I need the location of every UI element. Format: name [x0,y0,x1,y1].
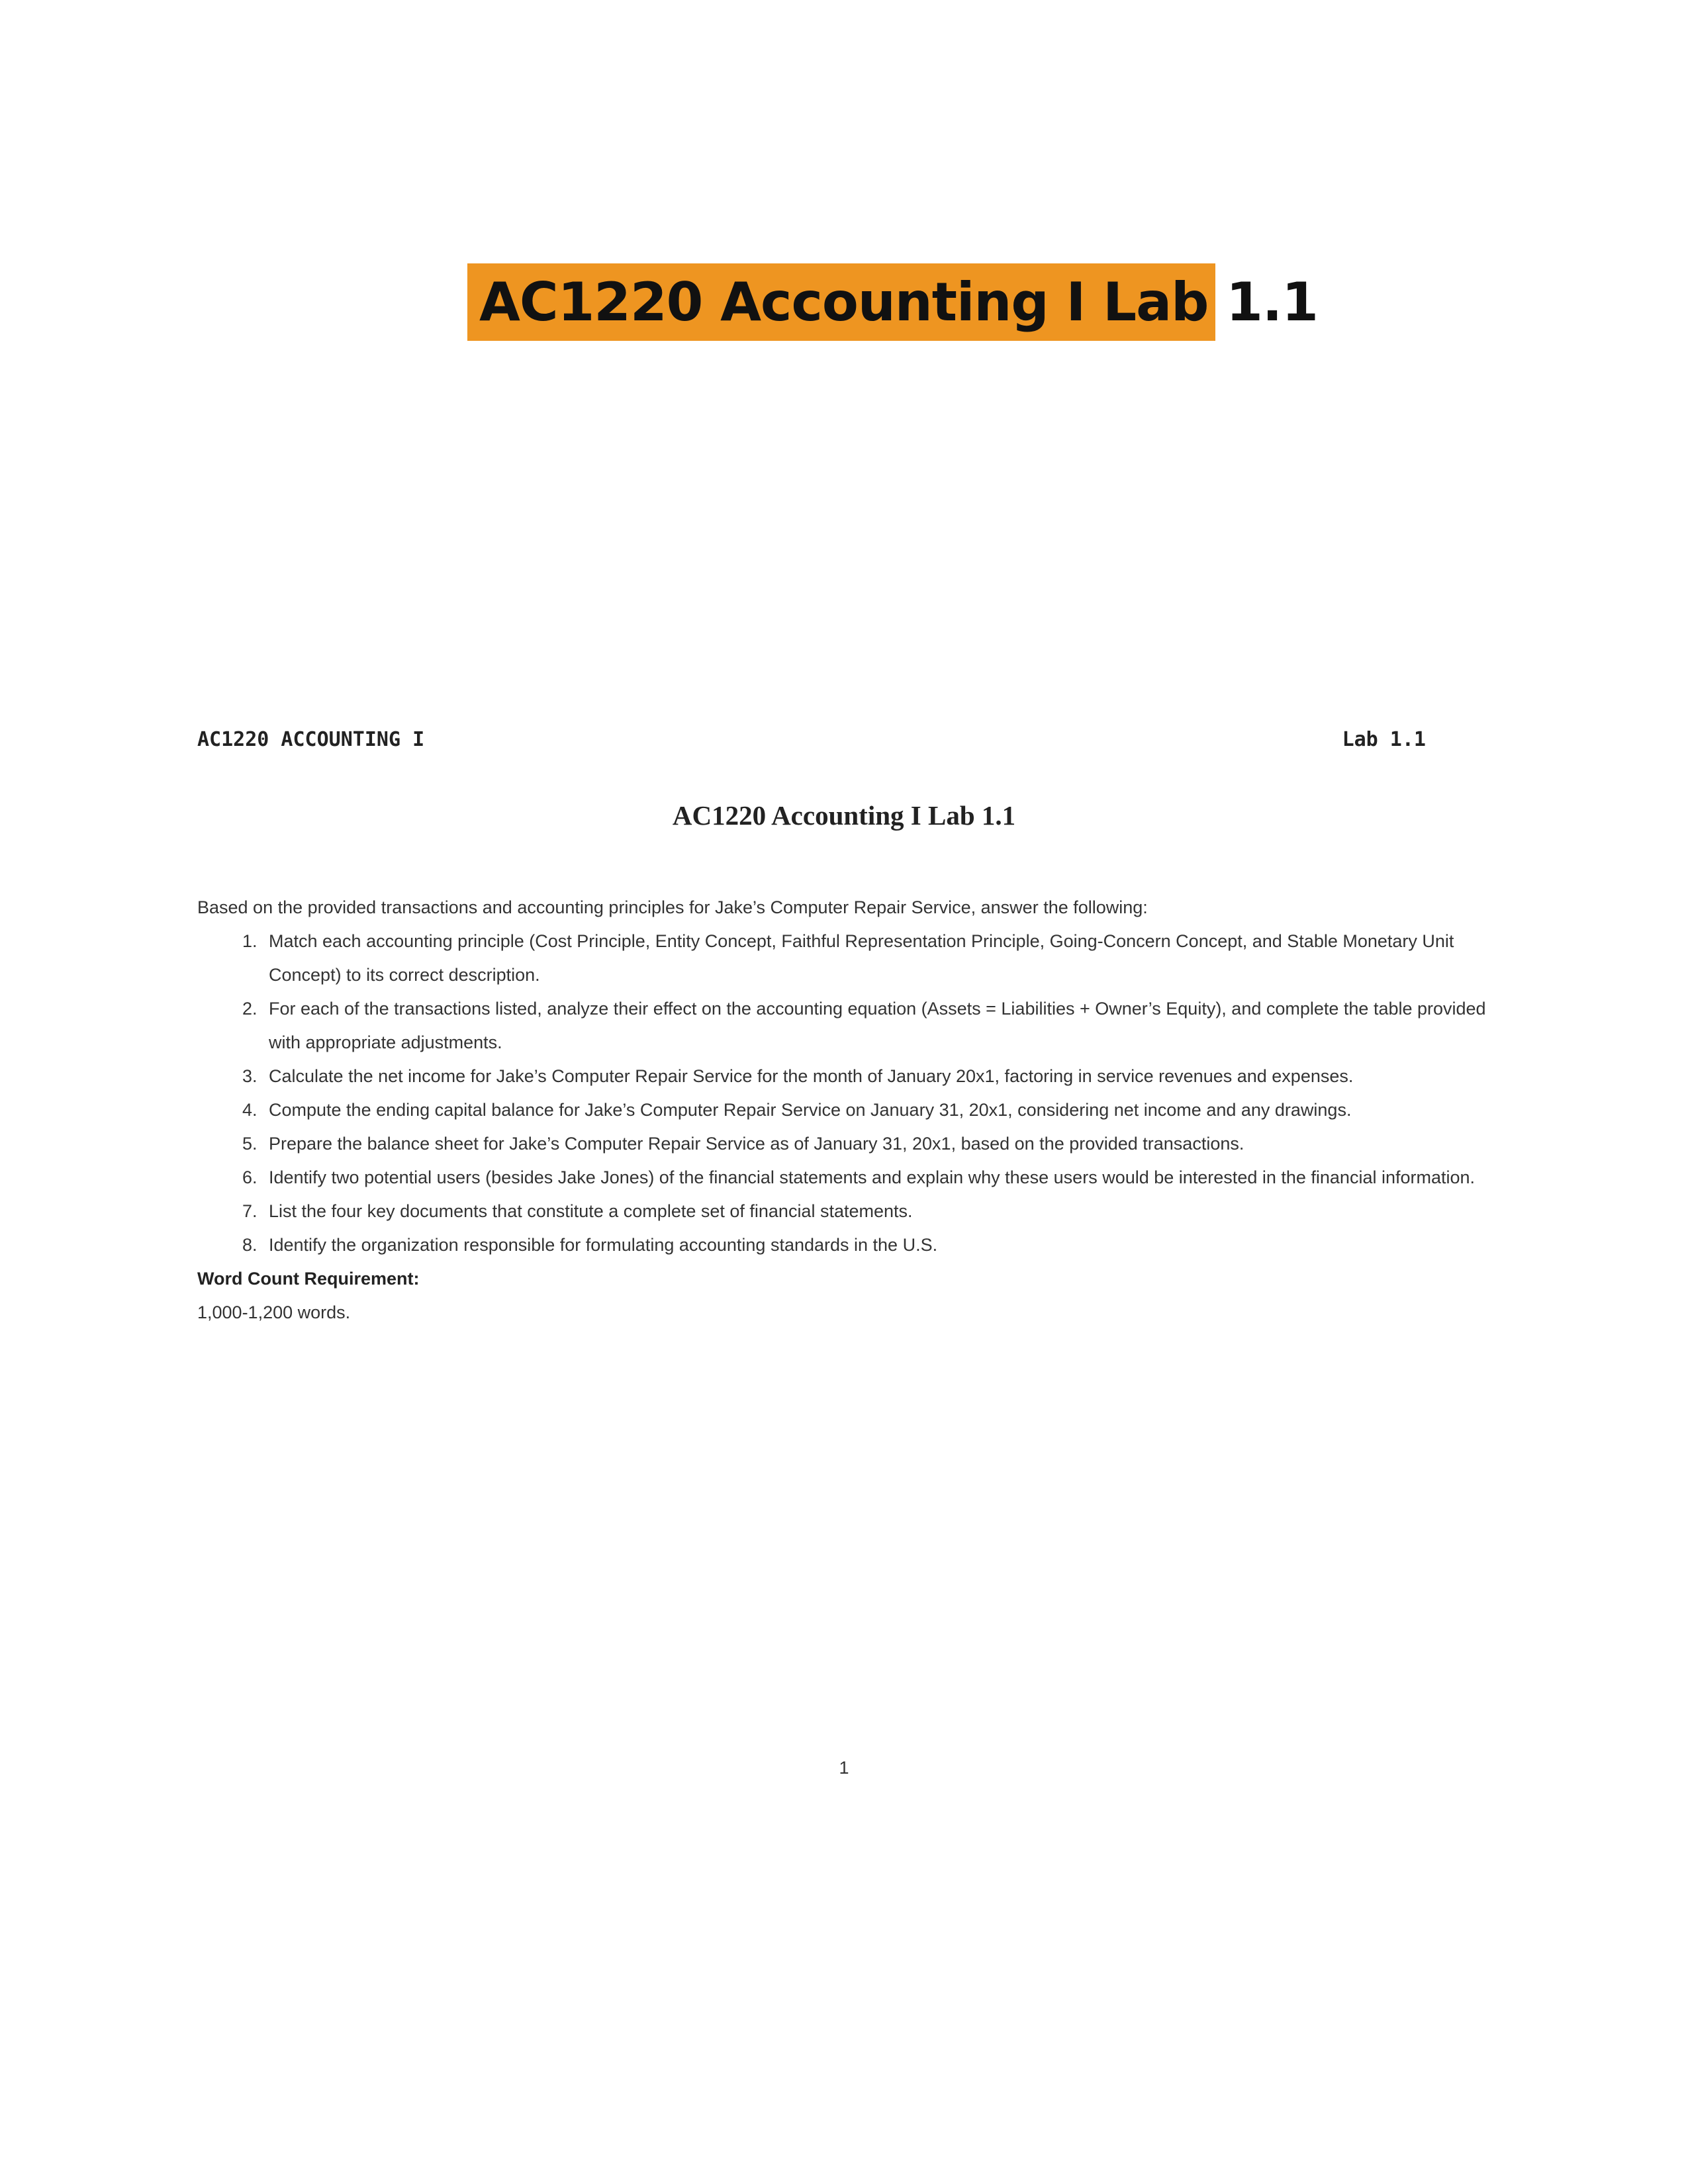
list-item-text: Identify the organization responsible for formulating accounting standards in the U.S. [269,1235,938,1255]
list-item [197,925,1495,992]
running-header-lab: Lab 1.1 [1342,728,1426,751]
intro-paragraph: Based on the provided transactions and accounting principles for Jake’s Computer Repair Service, answer the following: [197,897,1148,917]
list-item-text: List the four key documents that constitute a complete set of financial statements. [269,1201,913,1221]
list-item [197,1093,1495,1127]
document-title: AC1220 Accounting I Lab 1.1 [672,800,1016,831]
list-item-number: 3. [242,1066,258,1086]
list-item-number: 8. [242,1235,258,1255]
list-item-text: Prepare the balance sheet for Jake’s Computer Repair Service as of January 31, 20x1, based on the provided transactions. [269,1134,1244,1154]
word-count-value: 1,000-1,200 words. [197,1302,351,1322]
document-body [197,891,1495,1330]
list-item-text: Match each accounting principle (Cost Principle, Entity Concept, Faithful Representation Principle, Going-Concern Concept, and Stable Monetary Unit Concept) to its correct description. [269,931,1454,985]
list-item-text: Identify two potential users (besides Jake Jones) of the financial statements and explain why these users would be interested in the financial information. [269,1167,1476,1187]
list-item-text: For each of the transactions listed, analyze their effect on the accounting equation (Assets = Liabilities + Owner’s Equity), and complete the table provided with appropriate adjustments. [269,999,1486,1052]
banner-title: AC1220 Accounting I Lab 1.1 [479,271,1318,333]
list-item-text: Calculate the net income for Jake’s Computer Repair Service for the month of January 20x1, factoring in service revenues and expenses. [269,1066,1354,1086]
list-item [197,1127,1495,1161]
title-banner [467,263,1318,341]
word-count-label: Word Count Requirement: [197,1269,420,1289]
running-header [197,728,1426,751]
page-number: 1 [839,1758,849,1778]
list-item [197,1161,1495,1195]
running-header-course: AC1220 ACCOUNTING I [197,728,425,751]
list-item-number: 4. [242,1100,258,1120]
list-item-text: Compute the ending capital balance for Jake’s Computer Repair Service on January 31, 20x1, considering net income and any drawings. [269,1100,1352,1120]
list-item [197,992,1495,1060]
list-item-number: 5. [242,1134,258,1154]
list-item [197,1060,1495,1093]
list-item-number: 1. [242,931,258,951]
list-item-number: 6. [242,1167,258,1187]
list-item [197,1195,1495,1228]
list-item-number: 7. [242,1201,258,1221]
list-item-number: 2. [242,999,258,1019]
task-list [197,925,1495,1262]
list-item [197,1228,1495,1262]
